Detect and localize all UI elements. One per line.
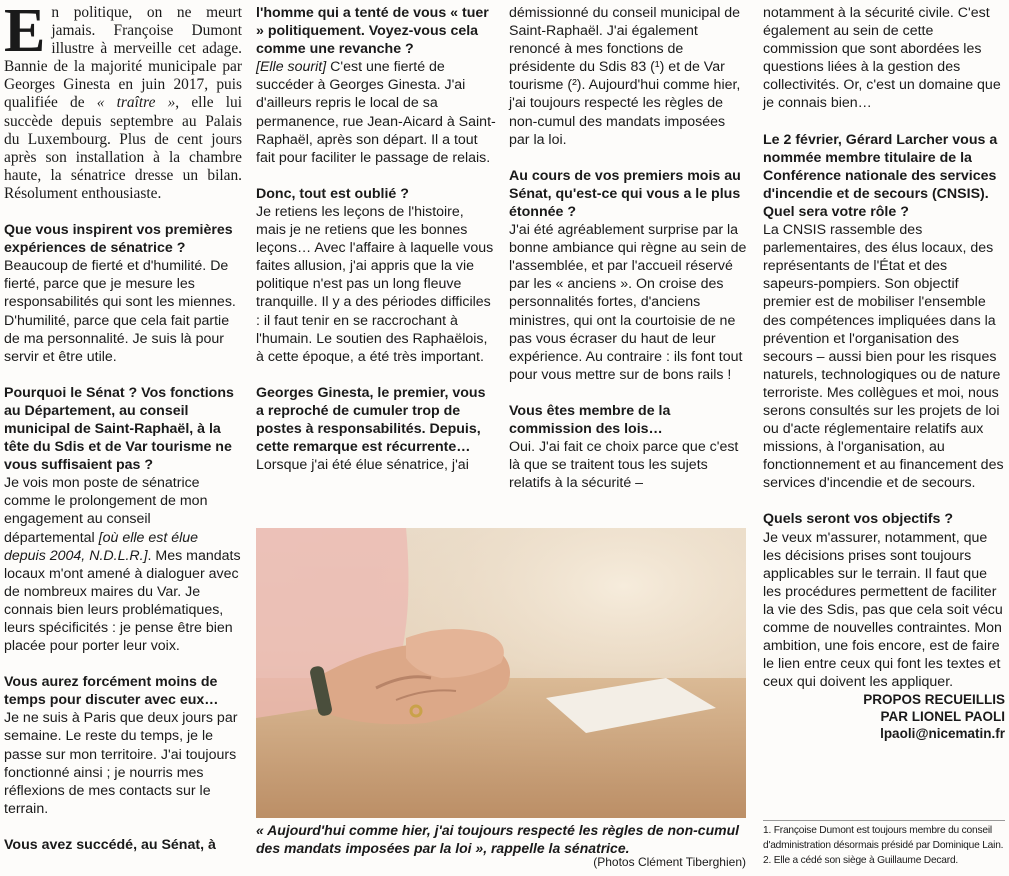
footnotes bbox=[763, 820, 1005, 868]
answer-2-b: . Mes mandats locaux m'ont amené à dialoguer avec de nombreux maires du Var. Je connais bien leurs problématiques, leurs spécificités : je pense être bien placée pour porter leur voix. bbox=[4, 547, 241, 655]
question-2: Pourquoi le Sénat ? Vos fonctions au Département, au conseil municipal de Saint-Raphaël, à la tête du Sdis et de Var tourisme ne vous suffisaient pas ? bbox=[4, 384, 234, 474]
drop-cap: E bbox=[4, 0, 46, 65]
intro-text-a: n politique, on ne meurt jamais. Françoise Dumont illustre à merveille cet adage. Bannie de la majorité municipale par Georges Ginesta en juin 2017, puis qualifiée de bbox=[4, 4, 242, 112]
photo-credit: (Photos Clément Tiberghien) bbox=[593, 855, 746, 869]
byline-1: PROPOS RECUEILLIS bbox=[863, 692, 1005, 708]
column-3 bbox=[509, 4, 747, 492]
answer-2-a: Je vois mon poste de sénatrice comme le prolongement de mon engagement au conseil départemental bbox=[4, 475, 208, 546]
byline-email: lpaoli@nicematin.fr bbox=[880, 726, 1005, 742]
question-7: Au cours de vos premiers mois au Sénat, qu'est-ce qui vous a le plus étonnée ? bbox=[509, 167, 741, 220]
column-4 bbox=[763, 4, 1005, 742]
answer-6-end: démissionné du conseil municipal de Saint-Raphaël. J'ai également renoncé à mes fonctions de présidente du Sdis 83 (¹) et de Var tourisme (²). Aujourd'hui comme hier, j'ai toujours respecté les règles de non-cumul des mandats imposées par la loi. bbox=[509, 5, 741, 148]
question-4-end: l'homme qui a tenté de vous « tuer » politiquement. Voyez-vous cela comme une revanche ? bbox=[256, 5, 489, 58]
caption-tail: , rappelle la sénatrice. bbox=[483, 839, 630, 856]
answer-6-start: Lorsque j'ai été élue sénatrice, j'ai bbox=[256, 457, 469, 474]
answer-8-start: Oui. J'ai fait ce choix parce que c'est là que se traitent tous les sujets relatifs à la sécurité – bbox=[509, 439, 739, 492]
intro-paragraph bbox=[4, 0, 242, 203]
column-2 bbox=[256, 4, 496, 474]
answer-7: J'ai été agréablement surprise par la bonne ambiance qui règne au sein de l'assemblée, et par l'accueil réservé par les « anciens ». On croise des personnalités fortes, d'anciens ministres, qui ont la courtoisie de ne pas vous écraser du haut de leur expérience. Au contraire : ils font tout pour vous mettre sur de bons rails ! bbox=[509, 222, 747, 383]
photo-hands bbox=[256, 528, 746, 818]
intro-text-b: , elle lui succède depuis septembre au Palais du Luxembourg. Plus de cent jours après son installation à la chambre haute, la sénatrice dresse un bilan. Résolument enthousiaste. bbox=[4, 94, 242, 202]
answer-2 bbox=[4, 474, 242, 655]
footnote-1: 1. Françoise Dumont est toujours membre du conseil d'administration désormais présidé par Dominique Lain. bbox=[763, 825, 1004, 851]
question-1: Que vous inspirent vos premières expériences de sénatrice ? bbox=[4, 222, 233, 257]
question-5: Donc, tout est oublié ? bbox=[256, 185, 409, 202]
answer-5: Je retiens les leçons de l'histoire, mais je ne retiens que les bonnes leçons… Avec l'affaire à laquelle vous faites allusion, j'ai appris que la vie politique n'est pas un long fleuve tranquille. Il y a des périodes difficiles : il faut tenir en se raccrochant à l'humain. Le soutien des Raphaëlois, à cette époque, a été très important. bbox=[256, 203, 494, 365]
answer-9: La CNSIS rassemble des parlementaires, des élus locaux, des représentants de l'État et des sapeurs-pompiers. Son objectif premier est de mobiliser l'ensemble des compétences impliquées dans la prévention et l'organisation des secours – aussi bien pour les risques naturels, technologiques ou de nature terroriste. Mes collègues et moi, nous serons consultés sur les projets de loi ou d'acte réglementaire relatifs aux missions, à l'organisation, au fonctionnement et au financement des services d'incendie et de secours. bbox=[763, 222, 1004, 492]
question-8: Vous êtes membre de la commission des lois… bbox=[509, 402, 671, 437]
photo-caption bbox=[256, 822, 746, 857]
caption-quote: « Aujourd'hui comme hier, j'ai toujours respecté les règles de non-cumul des mandats imposées par la loi » bbox=[256, 822, 740, 856]
answer-3: Je ne suis à Paris que deux jours par semaine. Le reste du temps, je le passe sur mon territoire. J'ai toujours fonctionné ainsi ; je nourris mes réflexions de mes contacts sur le terrain. bbox=[4, 710, 238, 817]
question-3: Vous aurez forcément moins de temps pour discuter avec eux… bbox=[4, 674, 219, 709]
intro-quote: « traître » bbox=[96, 94, 176, 112]
answer-10: Je veux m'assurer, notamment, que les décisions prises sont toujours applicables sur le terrain. Il faut que les procédures permettent de faciliter la vie des Sdis, pas que cela soit vécu comme de nouvelles contraintes. Mon ambition, une fois encore, est de faire le lien entre ceux qui font les textes et ceux qui doivent les appliquer. bbox=[763, 529, 1003, 691]
answer-8-end: notamment à la sécurité civile. C'est également au sein de cette commission que sont abordées les questions liées à la gestion des collectivités. Or, c'est un domaine que je connais bien… bbox=[763, 5, 1001, 112]
answer-1: Beaucoup de fierté et d'humilité. De fierté, parce que je mesure les responsabilités qui sont les miennes. D'humilité, parce que cela fait partie de ma personnalité. Je suis là pour servir et être utile. bbox=[4, 258, 236, 365]
column-1 bbox=[4, 0, 242, 854]
footnote-2: 2. Elle a cédé son siège à Guillaume Decard. bbox=[763, 855, 959, 866]
answer-4-aside: [Elle sourit] bbox=[256, 59, 327, 76]
answer-2-note: [où elle est élue depuis 2004, N.D.L.R.] bbox=[4, 529, 199, 564]
answer-4 bbox=[256, 58, 496, 167]
answer-4-text: C'est une fierté de succéder à Georges Ginesta. J'ai d'ailleurs repris le local de sa permanence, rue Jean-Aicard à Saint-Raphaël, après son départ. Il a tout fait pour faciliter le passage de relais. bbox=[256, 59, 496, 166]
question-4-start: Vous avez succédé, au Sénat, à bbox=[4, 836, 216, 853]
question-10: Quels seront vos objectifs ? bbox=[763, 511, 954, 528]
question-9: Le 2 février, Gérard Larcher vous a nommée membre titulaire de la Conférence nationale des services d'incendie et de secours (CNSIS). Quel sera votre rôle ? bbox=[763, 131, 998, 220]
byline-2: PAR LIONEL PAOLI bbox=[880, 709, 1005, 725]
hands-illustration bbox=[256, 528, 746, 818]
question-6: Georges Ginesta, le premier, vous a reproché de cumuler trop de postes à responsabilités. Depuis, cette remarque est récurrente… bbox=[256, 384, 486, 456]
